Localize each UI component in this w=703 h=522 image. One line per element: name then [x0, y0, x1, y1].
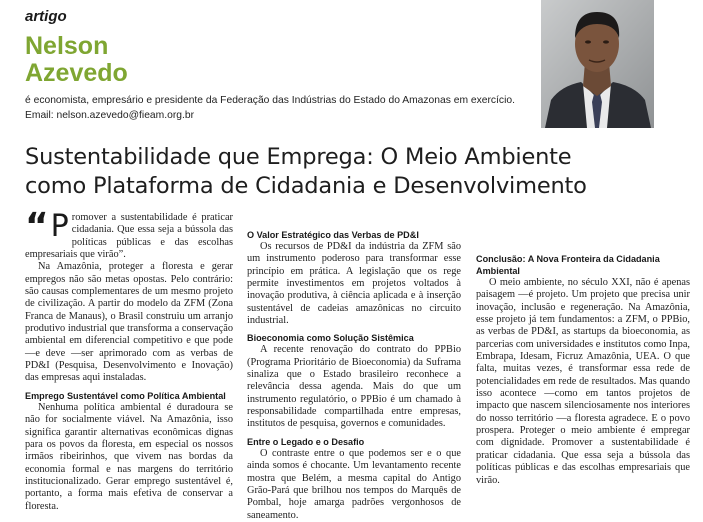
lead-paragraph — [25, 206, 233, 261]
quote-mark: “ — [25, 206, 49, 247]
subheading-verbas-pdi: O Valor Estratégico das Verbas de PD&I — [247, 230, 419, 240]
article-column-1 — [25, 206, 233, 513]
headline-line-2: como Plataforma de Cidadania e Desenvolvimento — [25, 173, 587, 199]
subheading-legado-desafio: Entre o Legado e o Desafio — [247, 436, 365, 447]
article-column-2 — [247, 224, 461, 522]
article-headline — [25, 143, 685, 201]
author-last-name: Azevedo — [25, 59, 128, 87]
subheading-bioeconomia: Bioeconomia como Solução Sistêmica — [247, 333, 414, 344]
headline-line-1: Sustentabilidade que Emprega: O Meio Ambiente — [25, 144, 572, 170]
paragraph-conclusao: O meio ambiente, no século XXI, não é apenas paisagem —é projeto. Um projeto que precisa unir inovação, inclusão e regeneração. Na Amazônia, esse projeto já tem fundamentos: a ZFM, o PPBio, as verbas de PD&I, as startups da bioeconomia, as parcerias com universidades e institutos como Inpa, Embrapa, Idesam, Ficruz Amazônia, UEA. O que falta, muitas vezes, é transformar essa rede de potencialidades em rede de resultados. Mas quando isso acontece —como em tantos projetos de impacto que nascem silenciosamente nos interiores do nosso território —a floresta agradece. E o povo prospera. Proteger o meio ambiente é empregar com dignidade. Promover a sustentabilidade é praticar cidadania. Que essa seja a bússola das políticas públicas e das escolhas empresariais que virão. — [476, 277, 690, 486]
lead-paragraph-text: romover a sustentabilidade é praticar cidadania. Que essa seja a bússola das políticas públicas e das escolhas empresariais que virão”. — [25, 212, 233, 261]
subheading-emprego-sustentavel: Emprego Sustentável como Política Ambiental — [25, 390, 226, 401]
paragraph-contraste: O contraste entre o que podemos ser e o que ainda somos é chocante. Um levantamento recente mostra que Belém, a mesma capital do Antigo Grão-Pará que brilhou nos tempos do Marquês de Pombal, hoje amarga padrões vergonhosos de saneamento. — [247, 447, 461, 521]
section-label: artigo — [25, 8, 67, 25]
paragraph-zfm: Na Amazônia, proteger a floresta e gerar empregos não são metas opostas. Pelo contrário: são causas complementares de um mesmo projeto de civilização. A partir do modelo da ZFM (Zona Franca de Manaus), o Brasil construiu um arranjo produtivo industrial que transforma a conservação ambiental em diferencial competitivo e que pode —e deve —ser aprimorado com as verbas de PD&I (Pesquisa, Desenvolvimento e Inovação) das empresas aqui instaladas. — [25, 261, 233, 384]
article-column-3 — [476, 248, 690, 487]
author-bio: é economista, empresário e presidente da Federação das Indústrias do Estado do Amazonas em exercício. Email: nelson.azevedo@fieam.org.br — [25, 95, 515, 121]
author-name — [25, 33, 128, 87]
paragraph-ppbio: A recente renovação do contrato do PPBio (Programa Prioritário de Bioeconomia) da Suframa sinaliza que o Estado brasileiro reconhece a relevância dessa agenda. Mais do que um instrumento regulatório, o PPBio é um chamado à responsabilidade compartilhada entre empresas, institutos de pesquisa, governos e comunidades. — [247, 344, 461, 430]
author-photo — [541, 0, 654, 128]
author-portrait-illustration — [541, 0, 654, 128]
paragraph-recursos-pdi: Os recursos de PD&I da indústria da ZFM são um instrumento poderoso para transformar esse princípio em prática. A legislação que os rege permite investimentos em projetos voltados à inovação produtiva, à ciência aplicada e à inserção sustentável de cadeias amazônicas no circuito industrial. — [247, 241, 461, 327]
author-first-name: Nelson — [25, 32, 109, 60]
drop-cap: P — [50, 209, 69, 244]
subheading-conclusao: Conclusão: A Nova Fronteira da Cidadania Ambiental — [476, 254, 660, 276]
paragraph-politica-ambiental: Nenhuma política ambiental é duradoura se não for socialmente viável. Na Amazônia, isso significa garantir alternativas econômicas dignas para os povos da floresta, em especial os nossos irmãos ribeirinhos, que vivem nas bordas da economia formal e nas margens do território institucionalizado. Gerar emprego sustentável é, portanto, a forma mais efetiva de conservar a floresta. — [25, 401, 233, 512]
